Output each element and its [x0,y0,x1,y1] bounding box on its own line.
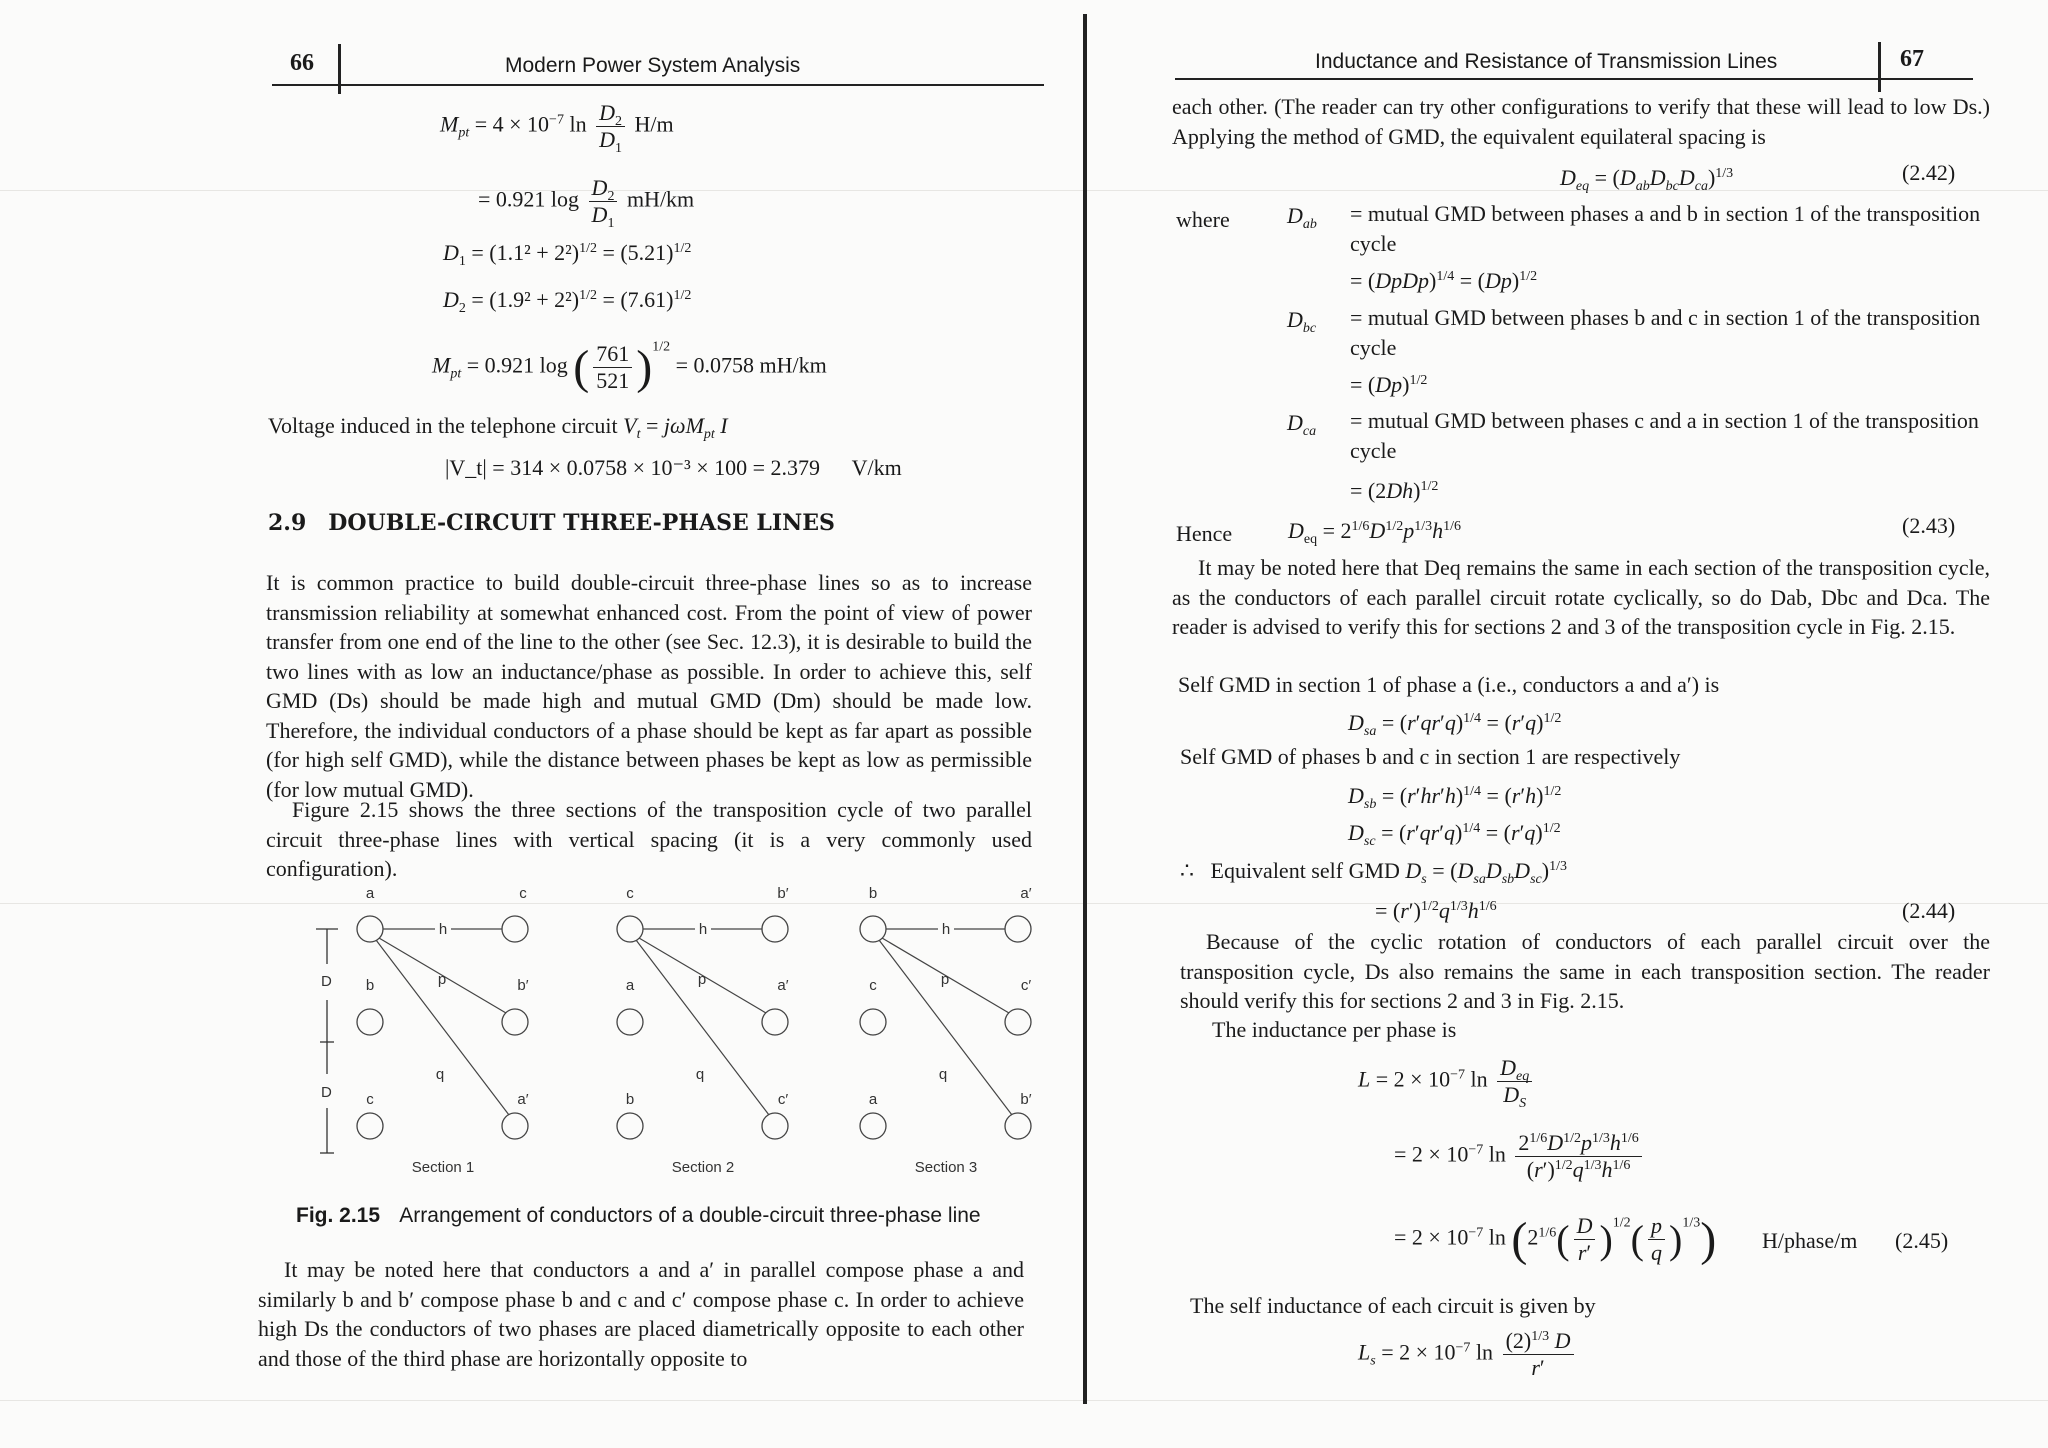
header-bar [338,44,341,94]
conductor-circle [860,1113,886,1139]
equation-deq: $D_{eq} = (D_{ab}D_{bc}D_{ca})^{1/3}$ [1560,165,1734,194]
conductor-label: c′ [1020,977,1032,994]
paragraph-deq-constant: It may be noted here that Deq remains the same in each section of the transposition cycle, as the conductors of each parallel circuit rotate cyclically, so do Dab, Dbc and Dca. The reader is advised to verify this for sections 2 and 3 of the transposition cycle in Fig. 2.15. [1172,555,1990,639]
equation-mpt-log: = 0.921 log $\frac{D_2}{D_1}$ mH/km [478,175,695,231]
paragraph-ds-constant: Because of the cyclic rotation of conductors of each parallel circuit over the transposition cycle, Ds also remains the same in each transposition section. The reader should verify this for sections 2 and 3 in Fig. 2.15. [1180,929,1990,1013]
conductor-circle [1005,916,1031,942]
equation-number: (2.42) [1902,160,1956,185]
equation-l-expanded: = $2 \times 10^{-7}$ ln $\frac{2^{1/6}D^{1/2}p^{1/3}h^{1/6}}{(r')^{1/2}q^{1/3}h^{1/6}}$ [1394,1130,1646,1183]
conductor-circle [617,916,643,942]
dab-symbol: $D_{ab}$ [1287,203,1317,232]
dca-definition: = mutual GMD between phases c and a in section 1 of the transposition cycle [1350,408,1979,463]
right-page [1090,0,2048,1448]
conductor-label: b [625,1091,635,1108]
spacing-d-label: D [321,973,332,990]
conductor-label: a′ [1020,885,1032,902]
equation-d2: $D_2 = (1.9^2 + 2^2)^{1/2} = (7.61)^{1/2}$ [443,287,692,316]
conductor-label: c [366,1091,374,1108]
conductor-label: a [625,977,635,994]
spacing-h-label: h [438,921,448,938]
conductor-circle [357,1113,383,1139]
conductor-label: c′ [777,1091,789,1108]
equation-mpt: $M_{pt} = 4 \times 10^{-7}$ ln $\frac{D_2}{D_1}$ H/m [440,100,674,156]
dbc-symbol: $D_{bc}$ [1287,307,1317,336]
unit-h-phase-m: H/phase/m [1762,1228,1858,1253]
inductance-per-phase-text: The inductance per phase is [1212,1017,1457,1042]
dab-definition: = mutual GMD between phases a and b in section 1 of the transposition cycle [1350,201,1981,256]
page-number: 66 [290,50,314,76]
conductor-circle [860,1009,886,1035]
header-rule [1175,78,1973,80]
dca-symbol: $D_{ca}$ [1287,410,1317,439]
section-label: Section 2 [671,1159,735,1176]
self-gmd-phases-bc: Self GMD of phases b and c in section 1 are respectively [1180,744,1681,769]
spacing-h-label: h [698,921,708,938]
conductor-circle [502,1009,528,1035]
conductor-label: c [869,977,877,994]
spacing-q-line [879,940,1012,1115]
conductor-label: a′ [517,1091,529,1108]
hence-label: Hence [1176,521,1233,546]
conductor-circle [617,1009,643,1035]
equation-l: $L = 2 \times 10^{-7}$ ln $\frac{D_{eq}}{D_S}$ [1358,1055,1536,1108]
equation-d1: $D_1 = (1.1^2 + 2^2)^{1/2} = (5.21)^{1/2}$ [443,240,692,269]
equation-dca-value: = $(2Dh)^{1/2}$ [1350,478,1439,503]
voltage-equation: |V_t| = 314 × 0.0758 × 10⁻³ × 100 = 2.379 V/km [445,455,902,480]
equation-number: (2.45) [1895,1228,1949,1253]
conductor-label: a [868,1091,878,1108]
spacing-q-label: q [435,1066,445,1083]
conductor-circle [762,1113,788,1139]
conductor-label: c [519,885,527,902]
equation-dsc: $D_{sc} = (r'qr'q)^{1/4} = (r'q)^{1/2}$ [1348,820,1561,849]
figure-conductor-arrangement [300,882,1040,1187]
section-heading: 2.9 DOUBLE-CIRCUIT THREE-PHASE LINES [268,510,835,536]
equation-number: (2.44) [1902,898,1956,923]
self-gmd-phase-a: Self GMD in section 1 of phase a (i.e., conductors a and a′) is [1178,672,1720,697]
dbc-definition: = mutual GMD between phases b and c in section 1 of the transposition cycle [1350,305,1981,360]
conductor-label: b′ [517,977,529,994]
equation-ls: $L_s = 2 \times 10^{-7}$ ln $\frac{(2)^{1/3} D}{r'}$ [1358,1328,1578,1381]
header-rule [272,84,1044,86]
conductor-circle [502,1113,528,1139]
section-label: Section 1 [411,1159,475,1176]
spacing-q-label: q [695,1066,705,1083]
conductor-circle [762,1009,788,1035]
conductor-circle [762,916,788,942]
paragraph-configurations: each other. (The reader can try other configurations to verify that these will lead to low Ds.) Applying the method of GMD, the equivalent equilateral spacing is [1172,94,1990,149]
conductor-label: b [868,885,878,902]
spacing-q-line [636,940,769,1115]
conductor-label: c [626,885,634,902]
conductor-label: b′ [777,885,789,902]
conductor-label: b′ [1020,1091,1032,1108]
where-label: where [1176,207,1230,232]
conductor-circle [1005,1113,1031,1139]
equation-deq-result: $D_{eq} = 2^{1/6}D^{1/2}p^{1/3}h^{1/6}$ [1288,518,1461,547]
spacing-p-label: p [697,971,707,988]
spacing-d-label: D [321,1084,332,1101]
equation-ds-result: = $(r')^{1/2}q^{1/3}h^{1/6}$ [1375,898,1497,923]
spacing-q-label: q [938,1066,948,1083]
conductor-circle [357,916,383,942]
figure-caption: Fig. 2.15 Arrangement of conductors of a double-circuit three-phase line [296,1204,981,1227]
self-inductance-text: The self inductance of each circuit is given by [1190,1293,1596,1318]
equation-dbc-value: = $(Dp)^{1/2}$ [1350,372,1428,397]
spacing-h-label: h [941,921,951,938]
conductor-label: b [365,977,375,994]
page-number: 67 [1900,46,1924,72]
conductor-circle [860,916,886,942]
equation-dsb: $D_{sb} = (r'hr'h)^{1/4} = (r'h)^{1/2}$ [1348,783,1562,812]
paragraph-phase-composition: It may be noted here that conductors a and a′ in parallel compose phase a and similarly b and b′ compose phase b and c and c′ compose phase c. In order to achieve high Ds the conductors of two phases are placed diametrically opposite to each other and those of the third phase are horizontally opposite to [258,1257,1024,1371]
spacing-p-label: p [437,971,447,988]
conductor-label: a′ [777,977,789,994]
paragraph-double-circuit: It is common practice to build double-circuit three-phase lines so as to increase transmission reliability at somewhat enhanced cost. From the point of view of power transfer from one end of the line to the other (see Sec. 12.3), it is desirable to build the two lines with as low an inductance/phase as possible. In order to achieve this, self GMD (Ds) should be made high and mutual GMD (Dm) should be made low. Therefore, the individual conductors of a phase should be kept as far apart as possible (for high self GMD), while the distance between phases be kept as low as permissible (for low mutual GMD). [266,570,1032,802]
equation-mpt-result: $M_{pt} = 0.921$ log ( $\frac{761}{521}$ )$^{1/2}$ = 0.0758 mH/km [432,339,827,394]
voltage-text: Voltage induced in the telephone circuit $V_t = j\omega M_{pt}$ I [268,413,728,442]
spacing-p-label: p [940,971,950,988]
equation-number: (2.43) [1902,513,1956,538]
header-bar [1878,42,1881,92]
section-label: Section 3 [914,1159,978,1176]
conductor-circle [1005,1009,1031,1035]
conductor-label: a [365,885,375,902]
conductor-circle [502,916,528,942]
equation-dsa: $D_{sa} = (r'qr'q)^{1/4} = (r'q)^{1/2}$ [1348,710,1562,739]
running-head: Inductance and Resistance of Transmission Lines [1315,50,1778,73]
running-head: Modern Power System Analysis [505,54,801,77]
conductor-circle [617,1113,643,1139]
spacing-q-line [376,940,509,1115]
paragraph-figure-intro: Figure 2.15 shows the three sections of the transposition cycle of two parallel circuit three-phase lines with vertical spacing (it is a very commonly used configuration). [266,797,1032,881]
equation-dab-value: = (DpDp)$^{1/4}$ = $(Dp)^{1/2}$ [1350,268,1538,293]
equation-l-final: = $2 \times 10^{-7}$ $\ln (2^{1/6}$( $\frac{D}{r'}$ )$^{1/2}$( $\frac{p}{q}$ )$^{1/3}$) [1394,1213,1717,1266]
conductor-circle [357,1009,383,1035]
equation-ds: ∴ Equivalent self GMD $D_s = (D_{sa}D_{sb}D_{sc})^{1/3}$ [1180,858,1567,887]
